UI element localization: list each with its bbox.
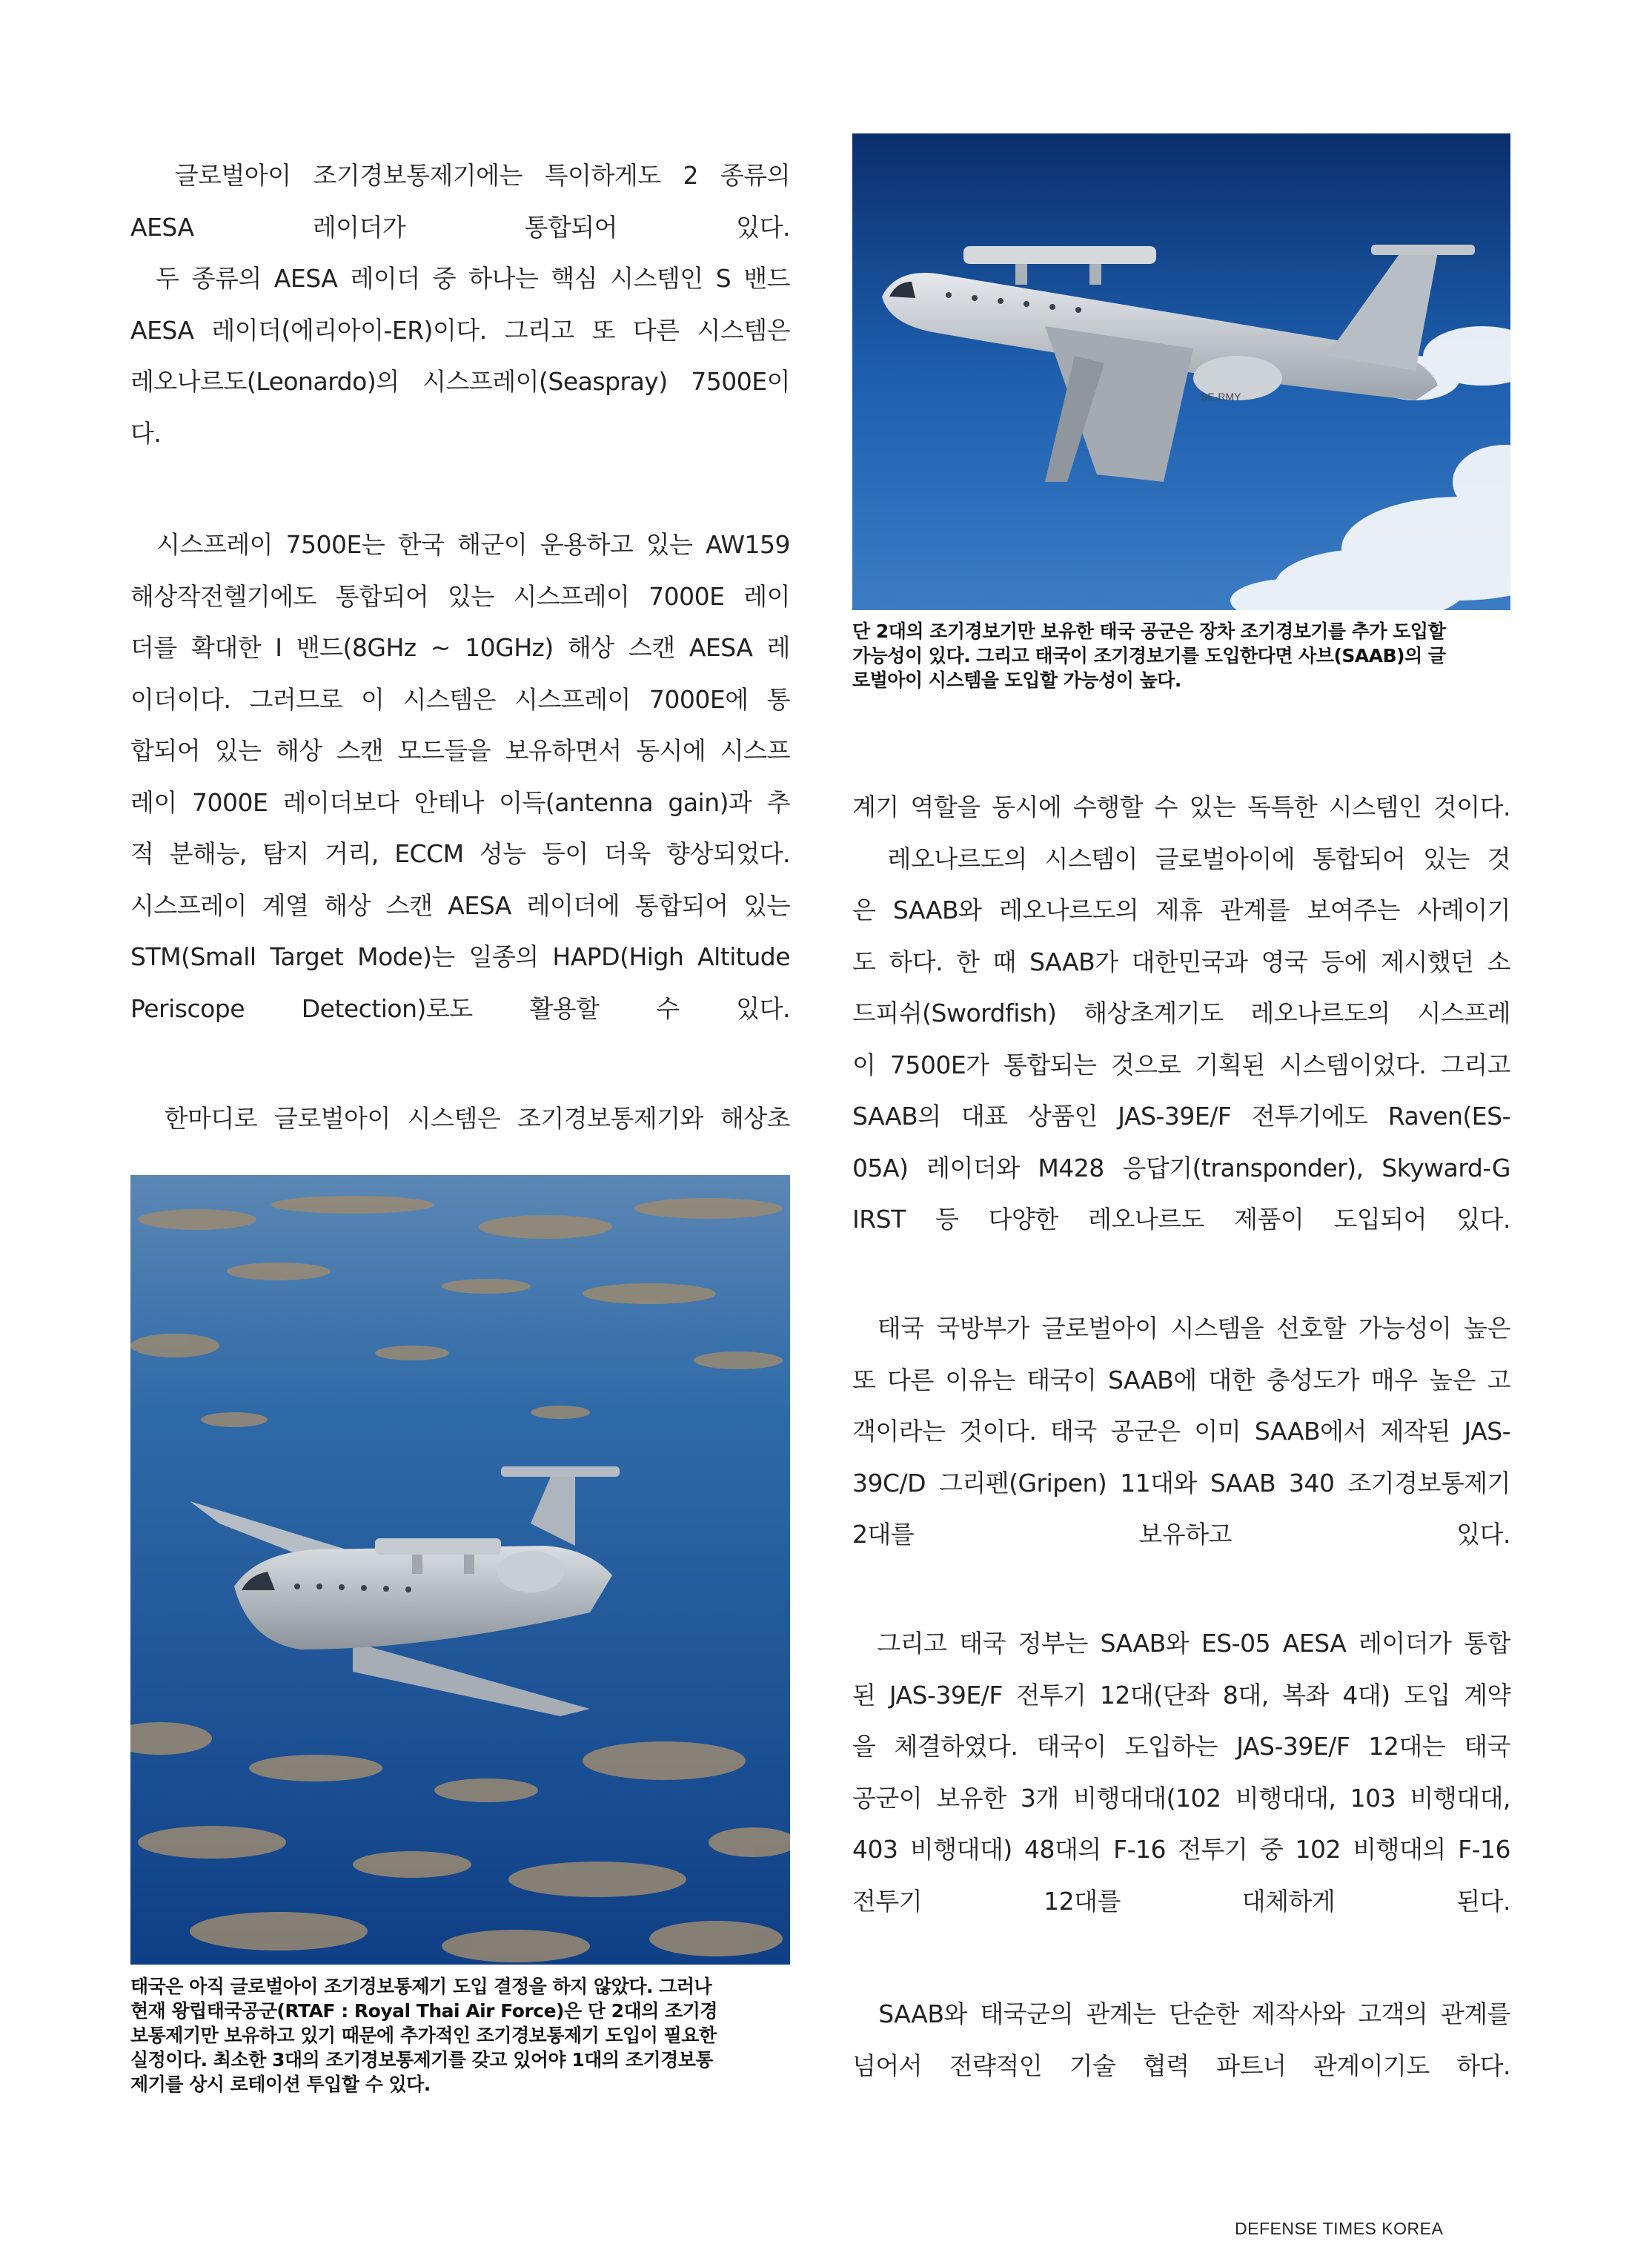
text-line: AESA 레이더가 통합되어 있다. bbox=[130, 212, 790, 242]
text-line: SAAB의 대표 상품인 JAS-39E/F 전투기에도 Raven(ES- bbox=[852, 1102, 1510, 1131]
text-line: 단 2대의 조기경보기만 보유한 태국 공군은 장차 조기경보기를 추가 도입할 bbox=[852, 621, 1446, 642]
text-line: 현재 왕립태국공군(RTAF : Royal Thai Air Force)은 단 2대의 조기경 bbox=[130, 2000, 718, 2022]
aircraft-over-clouds-image bbox=[852, 133, 1510, 610]
text-line: 로벌아이 시스템을 도입할 가능성이 높다. bbox=[852, 669, 1181, 691]
left-column-c bbox=[130, 1093, 790, 1145]
text-line: 레이 7000E 레이더보다 안테나 이득(antenna gain)과 추 bbox=[130, 787, 790, 817]
text-line: 을 체결하였다. 태국이 도입하는 JAS-39E/F 12대는 태국 bbox=[852, 1732, 1510, 1761]
text-line: Periscope Detection)로도 활용할 수 있다. bbox=[130, 993, 790, 1023]
text-line: 드피쉬(Swordfish) 해상초계기도 레오나르도의 시스프레 bbox=[852, 999, 1510, 1028]
text-line: 한마디로 글로벌아이 시스템은 조기경보통제기와 해상초 bbox=[130, 1104, 790, 1133]
text-line: STM(Small Target Mode)는 일종의 HAPD(High Altitude bbox=[130, 942, 790, 971]
left-column bbox=[130, 150, 790, 459]
text-line: 계기 역할을 동시에 수행할 수 있는 독특한 시스템인 것이다. bbox=[852, 793, 1510, 821]
text-line: 전투기 12대를 대체하게 된다. bbox=[852, 1886, 1510, 1916]
text-line: 2대를 보유하고 있다. bbox=[852, 1520, 1510, 1549]
text-line: 적 분해능, 탐지 거리, ECCM 성능 등이 더욱 향상되었다. bbox=[130, 839, 790, 868]
aircraft-over-islands-image bbox=[130, 1175, 790, 1965]
text-line: 또 다른 이유는 태국이 SAAB에 대한 충성도가 매우 높은 고 bbox=[852, 1365, 1510, 1394]
text-line: 태국은 아직 글로벌아이 조기경보통제기 도입 결정을 하지 않았다. 그러나 bbox=[130, 1976, 712, 1997]
footer-publication-name: DEFENSE TIMES KOREA bbox=[1235, 2219, 1444, 2238]
text-line: AESA 레이더(에리아이-ER)이다. 그리고 또 다른 시스템은 bbox=[130, 315, 790, 345]
text-line: 더를 확대한 I 밴드(8GHz ~ 10GHz) 해상 스캔 AESA 레 bbox=[130, 633, 790, 662]
right-column-b bbox=[852, 1303, 1510, 1561]
text-line: 가능성이 있다. 그리고 태국이 조기경보기를 도입한다면 사브(SAAB)의 글 bbox=[852, 645, 1446, 666]
text-line: IRST 등 다양한 레오나르도 제품이 도입되어 있다. bbox=[852, 1205, 1510, 1234]
text-line: SAAB와 태국군의 관계는 단순한 제작사와 고객의 관계를 bbox=[852, 1999, 1510, 2028]
right-column-a bbox=[852, 781, 1510, 1245]
text-line: 시스프레이 7500E는 한국 해군이 운용하고 있는 AW159 bbox=[130, 530, 790, 559]
text-line: 공군이 보유한 3개 비행대대(102 비행대대, 103 비행대대, bbox=[852, 1783, 1510, 1813]
left-photo-caption bbox=[130, 1974, 790, 2097]
right-photo-caption bbox=[852, 619, 1510, 692]
text-line: 두 종류의 AESA 레이더 중 하나는 핵심 시스템인 S 밴드 bbox=[130, 264, 790, 293]
text-line: 태국 국방부가 글로벌아이 시스템을 선호할 가능성이 높은 bbox=[852, 1314, 1510, 1343]
text-line: 은 SAAB와 레오나르도의 제휴 관계를 보여주는 사례이기 bbox=[852, 896, 1510, 924]
text-line: 05A) 레이더와 M428 응답기(transponder), Skyward-G bbox=[852, 1153, 1510, 1182]
text-line: 글로벌아이 조기경보통제기에는 특이하게도 2 종류의 bbox=[130, 161, 790, 190]
left-paragraph-3 bbox=[130, 1093, 790, 1145]
right-paragraph-1 bbox=[852, 781, 1510, 1245]
text-line: 그리고 태국 정부는 SAAB와 ES-05 AESA 레이더가 통합 bbox=[852, 1629, 1510, 1658]
text-line: 보통제기만 보유하고 있기 때문에 추가적인 조기경보통제기 도입이 필요한 bbox=[130, 2025, 717, 2046]
text-line: 넘어서 전략적인 기술 협력 파트너 관계이기도 하다. bbox=[852, 2051, 1510, 2080]
right-paragraph-4 bbox=[852, 1988, 1510, 2091]
text-line: 이더이다. 그러므로 이 시스템은 시스프레이 7000E에 통 bbox=[130, 684, 790, 714]
right-column-d bbox=[852, 1988, 1510, 2091]
text-line: 제기를 상시 로테이션 투입할 수 있다. bbox=[130, 2074, 431, 2095]
text-line: 이 7500E가 통합되는 것으로 기획된 시스템이었다. 그리고 bbox=[852, 1050, 1510, 1079]
aircraft-over-islands-photo bbox=[130, 1175, 790, 1965]
text-line: 시스프레이 계열 해상 스캔 AESA 레이더에 통합되어 있는 bbox=[130, 890, 790, 920]
aircraft-over-clouds-photo bbox=[852, 133, 1510, 610]
text-line: 객이라는 것이다. 태국 공군은 이미 SAAB에서 제작된 JAS- bbox=[852, 1417, 1510, 1446]
text-line: 해상작전헬기에도 통합되어 있는 시스프레이 7000E 레이 bbox=[130, 581, 790, 611]
text-line: 합되어 있는 해상 스캔 모드들을 보유하면서 동시에 시스프 bbox=[130, 736, 790, 765]
text-line: 다. bbox=[130, 418, 162, 448]
right-paragraph-2 bbox=[852, 1303, 1510, 1561]
text-line: 레오나르도(Leonardo)의 시스프레이(Seaspray) 7500E이 bbox=[130, 367, 790, 396]
left-paragraph-1 bbox=[130, 150, 790, 459]
text-line: 레오나르도의 시스템이 글로벌아이에 통합되어 있는 것 bbox=[852, 844, 1510, 873]
text-line: 39C/D 그리펜(Gripen) 11대와 SAAB 340 조기경보통제기 bbox=[852, 1468, 1510, 1498]
text-line: 실정이다. 최소한 3대의 조기경보통제기를 갖고 있어야 1대의 조기경보통 bbox=[130, 2049, 714, 2071]
text-line: 도 하다. 한 때 SAAB가 대한민국과 영국 등에 제시했던 소 bbox=[852, 947, 1510, 976]
right-paragraph-3 bbox=[852, 1618, 1510, 1927]
left-column-b bbox=[130, 519, 790, 1034]
text-line: 된 JAS-39E/F 전투기 12대(단좌 8대, 복좌 4대) 도입 계약 bbox=[852, 1680, 1510, 1710]
aircraft-registration-marking: SE-RMY bbox=[1201, 391, 1241, 403]
left-paragraph-2 bbox=[130, 519, 790, 1034]
text-line: 403 비행대대) 48대의 F-16 전투기 중 102 비행대의 F-16 bbox=[852, 1835, 1510, 1864]
right-column-c bbox=[852, 1618, 1510, 1927]
